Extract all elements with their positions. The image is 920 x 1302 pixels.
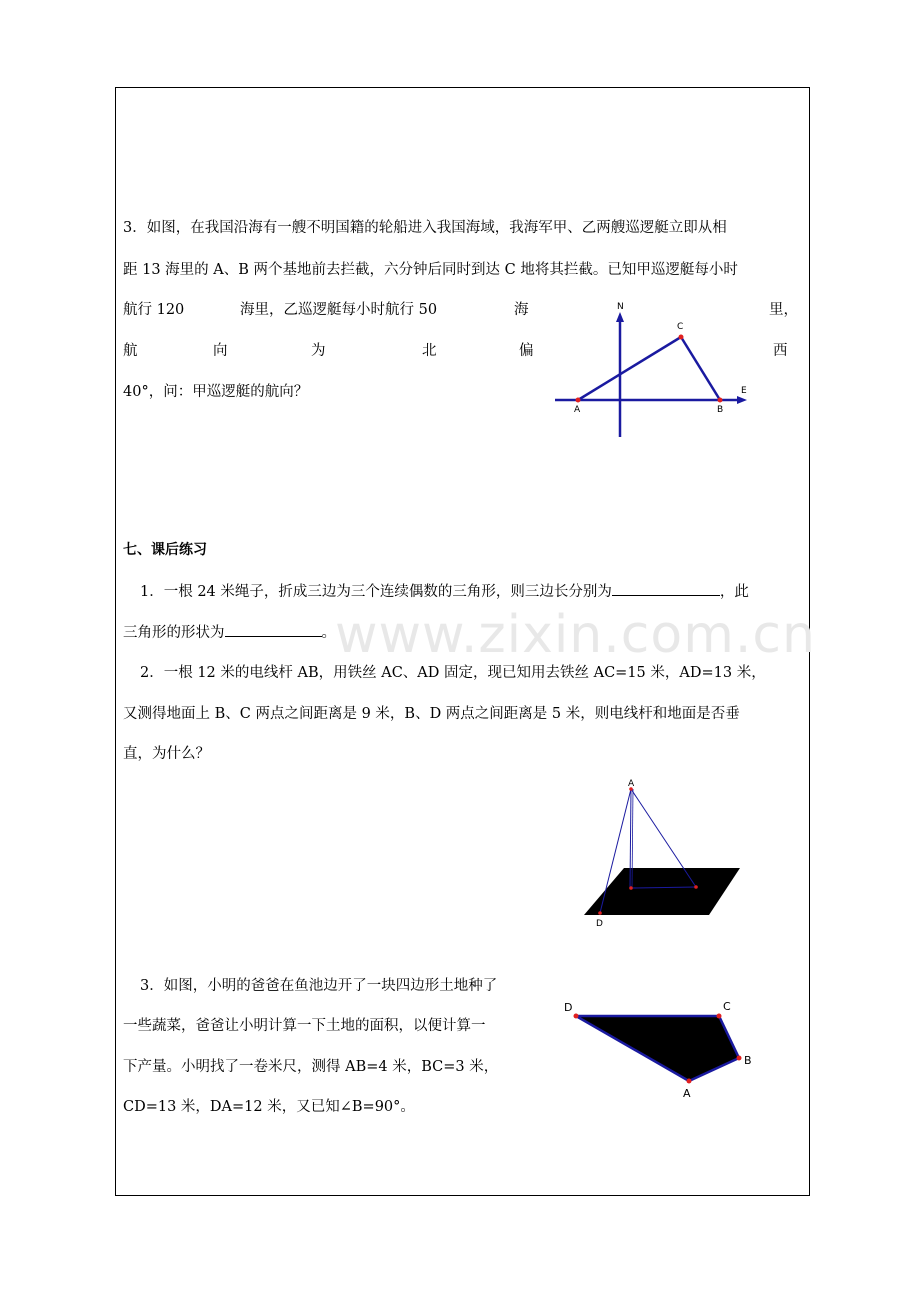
exercise3-line3: 下产量。小明找了一卷米尺，测得 AB=4 米，BC=3 米，: [123, 1059, 499, 1075]
label-a: A: [574, 405, 581, 415]
point-a: [576, 398, 581, 403]
label-a: A: [683, 1087, 691, 1100]
label-d: D: [596, 919, 603, 929]
exercise2-line2: 又测得地面上 B、C 两点之间距离是 9 米，B、D 两点之间距离是 5 米，则电线杆和地面是否垂: [123, 706, 740, 722]
problem3-line5: 40°，问：甲巡逻艇的航向？: [123, 384, 309, 400]
problem3-line3d: 里，: [769, 302, 798, 318]
label-c: C: [723, 1000, 731, 1013]
point-c: [694, 885, 698, 889]
exercise1-text2: 三角形的形状为: [123, 625, 225, 641]
exercise1-blank1: [612, 581, 720, 596]
segment-ac: [578, 337, 681, 400]
exercise3-line1: 3．如图，小明的爸爸在鱼池边开了一块四边形土地种了: [140, 978, 498, 994]
e-arrowhead: [737, 396, 747, 404]
navigation-diagram: [550, 295, 760, 440]
label-b: B: [717, 405, 724, 415]
quadrilateral-abcd: [576, 1016, 739, 1081]
problem3-line1: 3．如图，在我国沿海有一艘不明国籍的轮船进入我国海域，我海军甲、乙两艘巡逻艇立即从相: [123, 220, 727, 236]
exercise1-line1: [140, 581, 749, 602]
exercise1-line2: [123, 622, 336, 643]
ground-plane: [584, 868, 740, 915]
point-a: [687, 1079, 692, 1084]
problem3-line3b: 海里，乙巡逻艇每小时航行 50: [240, 302, 438, 318]
point-d: [574, 1014, 579, 1019]
watermark: www.zixin.com.cn: [335, 605, 816, 665]
n-arrowhead: [616, 312, 624, 322]
problem3-line4e: 偏: [519, 343, 534, 359]
point-b: [737, 1056, 742, 1061]
problem3-line2: 距 13 海里的 A、B 两个基地前去拦截，六分钟后同时到达 C 地将其拦截。已知甲巡逻艇每小时: [123, 262, 738, 278]
pole-diagram: [578, 775, 748, 935]
exercise3-line2: 一些蔬菜，爸爸让小明计算一下土地的面积，以便计算一: [123, 1018, 486, 1034]
exercise3-line4: CD=13 米，DA=12 米，又已知∠B=90°。: [123, 1099, 415, 1115]
point-d: [598, 911, 602, 915]
label-e: E: [741, 386, 747, 396]
label-c: C: [677, 322, 684, 332]
problem3-line4f: 西: [773, 343, 788, 359]
exercise1-text1-end: ，此: [719, 584, 749, 600]
problem3-line4b: 向: [213, 343, 228, 359]
exercise2-line3: 直，为什么？: [123, 746, 210, 762]
exercise1-blank2: [225, 622, 322, 637]
exercise1-text2-end: 。: [321, 625, 336, 641]
section-heading: 七、课后练习: [123, 542, 207, 558]
exercise2-line1: 2．一根 12 米的电线杆 AB，用铁丝 AC、AD 固定，现已知用去铁丝 AC=15 米，AD=13 米，: [140, 665, 766, 681]
label-d: D: [564, 1001, 573, 1014]
point-c: [679, 335, 684, 340]
segment-cb: [681, 337, 720, 400]
point-b: [718, 398, 723, 403]
point-c: [717, 1014, 722, 1019]
problem3-line4a: 航: [123, 343, 138, 359]
exercise1-text1: 1．一根 24 米绳子，折成三边为三个连续偶数的三角形，则三边长分别为: [140, 584, 612, 600]
label-b: B: [744, 1054, 752, 1067]
label-a: A: [628, 779, 635, 789]
point-b: [629, 886, 633, 890]
problem3-line3c: 海: [514, 302, 529, 318]
problem3-line4d: 北: [422, 343, 437, 359]
label-n: N: [617, 302, 624, 312]
problem3-line3a: 航行 120: [123, 302, 185, 318]
problem3-line4c: 为: [311, 343, 326, 359]
quadrilateral-diagram: [558, 995, 763, 1105]
